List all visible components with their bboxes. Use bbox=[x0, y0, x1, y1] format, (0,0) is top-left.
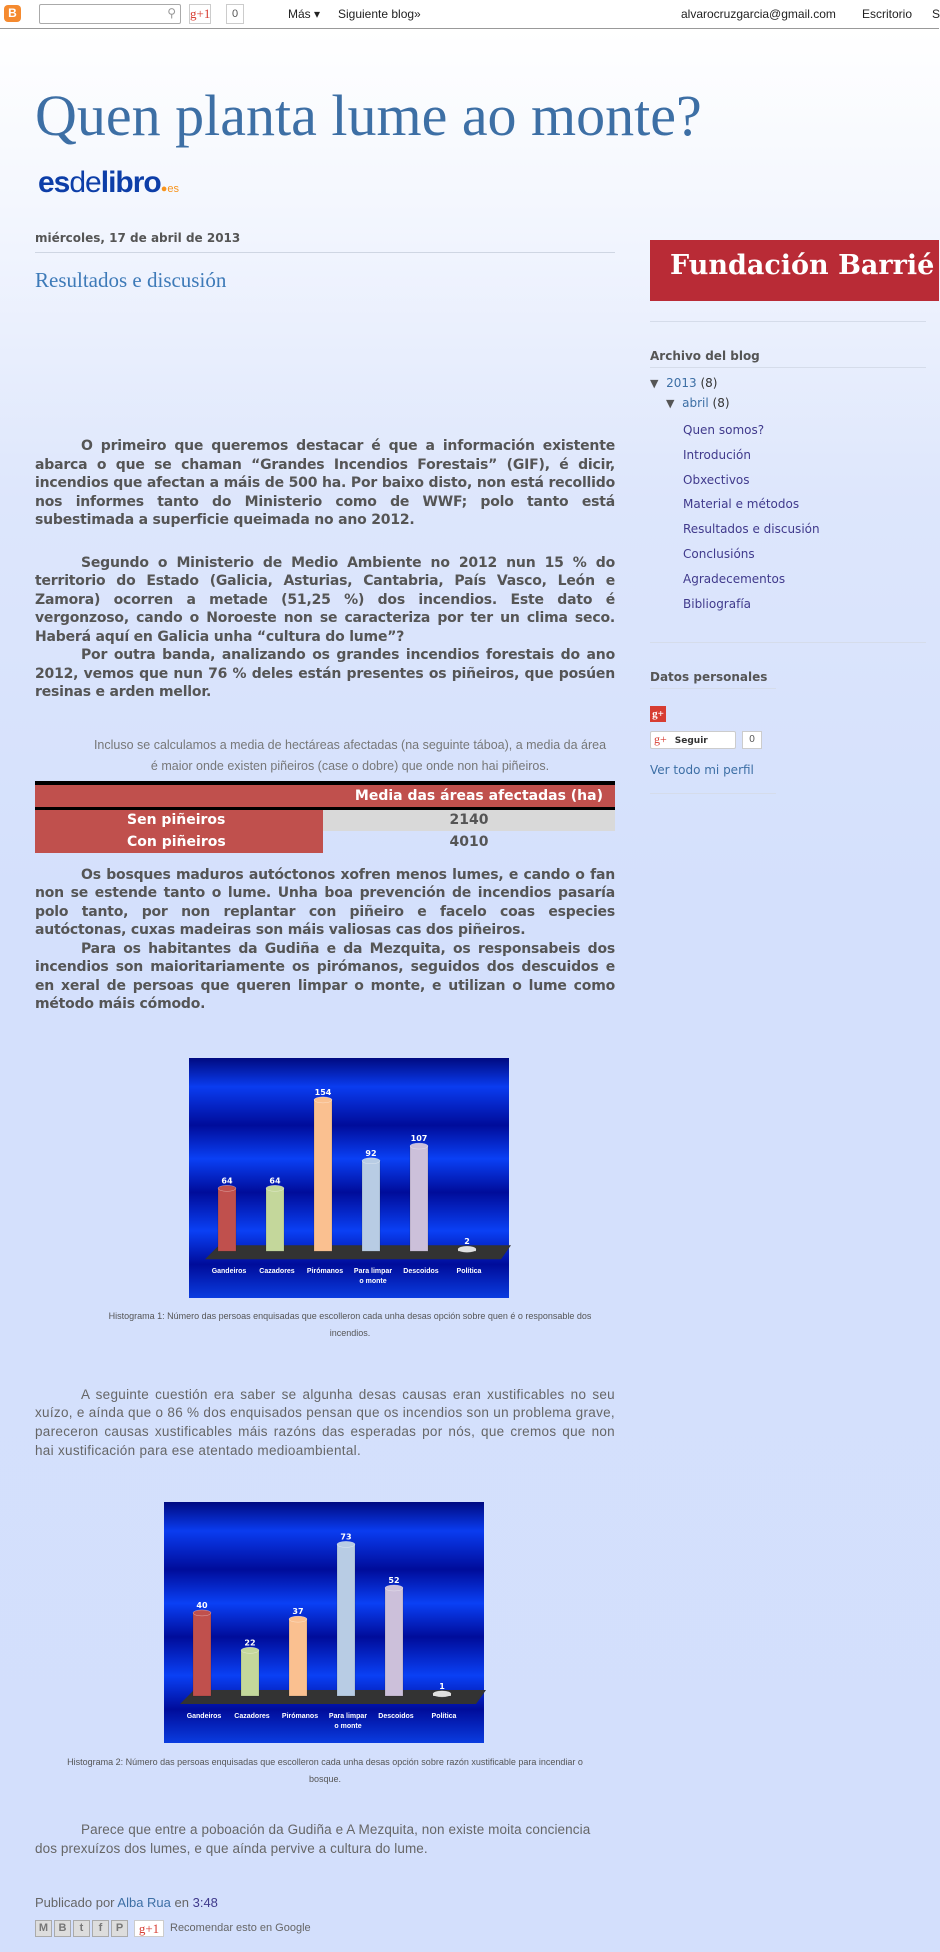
post-title[interactable]: Resultados e discusión bbox=[35, 268, 227, 292]
category-label: Pirómanos bbox=[306, 1267, 344, 1275]
data-label: 22 bbox=[244, 1638, 256, 1648]
category-label: Política bbox=[431, 1713, 457, 1721]
divider bbox=[35, 252, 615, 253]
archive-month[interactable] bbox=[666, 396, 730, 410]
category-label: Para limpar bbox=[353, 1267, 393, 1275]
bar bbox=[410, 1146, 428, 1251]
month-link[interactable]: abril bbox=[682, 396, 709, 410]
user-email: alvarocruzgarcia@gmail.com bbox=[681, 7, 836, 21]
bar-top bbox=[458, 1246, 476, 1252]
search-input[interactable] bbox=[39, 4, 181, 24]
category-label: Pirómanos bbox=[281, 1713, 319, 1721]
paragraph: A seguinte cuestión era saber se algunha desas causas eran xustificables no seu xuízo, e aínda que o 86 % dos enquisados pensan que os incendios son un problema grave, pareceron causas xustificables máis razóns das esperadas por nós, que cremos que non hai xustificación para ese atentado medioambiental. bbox=[35, 1386, 615, 1458]
archive-post-link[interactable]: Introdución bbox=[683, 447, 751, 462]
category-label: Cazadores bbox=[234, 1713, 270, 1721]
row-label: Sen piñeiros bbox=[35, 809, 323, 831]
archive-heading: Archivo del blog bbox=[650, 349, 760, 363]
data-label: 64 bbox=[269, 1175, 281, 1185]
collapse-triangle-icon[interactable]: ▼ bbox=[650, 377, 659, 390]
bar bbox=[266, 1188, 284, 1251]
author-link[interactable]: Alba Rua bbox=[117, 1894, 171, 1910]
follow-button[interactable] bbox=[650, 731, 736, 749]
bar-top bbox=[314, 1096, 332, 1102]
published-by-label: Publicado por bbox=[35, 1894, 115, 1910]
blogger-navbar bbox=[0, 0, 939, 29]
dashboard-link[interactable]: Escritorio bbox=[862, 7, 913, 21]
gplus-count: 0 bbox=[226, 4, 244, 24]
signout-link[interactable]: S bbox=[932, 7, 940, 21]
recommend-text: Recomendar esto en Google bbox=[170, 1922, 311, 1935]
view-profile-link[interactable]: Ver todo mi perfil bbox=[650, 763, 754, 777]
row-value: 2140 bbox=[323, 809, 615, 831]
email-icon[interactable]: M bbox=[35, 1920, 52, 1937]
chart-caption: Histograma 2: Número das persoas enquisadas que escolleron cada unha desas opción sobre razón xustificable para incendiar o bosque. bbox=[67, 1757, 583, 1785]
gplus-share-button[interactable]: g+1 bbox=[134, 1920, 164, 1937]
post-body bbox=[35, 437, 615, 1938]
facebook-icon[interactable]: f bbox=[92, 1920, 109, 1937]
logo-part: es bbox=[38, 166, 70, 199]
bar-top bbox=[218, 1185, 236, 1191]
archive-post-link[interactable]: Material e métodos bbox=[683, 497, 800, 512]
area-table bbox=[35, 781, 615, 853]
follow-count: 0 bbox=[742, 731, 762, 749]
logo-dot: ● bbox=[160, 183, 168, 195]
category-label: o monte bbox=[334, 1723, 362, 1731]
paragraph: Os bosques maduros autóctonos xofren menos lumes, e cando o fan non se estende tanto o lume. Unha boa prevención de incendios pasaría polo tanto, por non replantar con piñeiro e facelo coas especies autóctonas, cuxas madeiras son máis valiosas cas dos piñeiros. bbox=[35, 866, 615, 938]
follow-label: Seguir bbox=[674, 736, 708, 746]
blog-title[interactable]: Quen planta lume ao monte? bbox=[35, 83, 702, 148]
archive-post-list bbox=[683, 418, 820, 616]
data-label: 37 bbox=[292, 1607, 304, 1617]
archive-year[interactable] bbox=[650, 376, 717, 390]
profile-heading: Datos personales bbox=[650, 670, 768, 684]
category-label: Política bbox=[456, 1267, 482, 1275]
data-label: 107 bbox=[410, 1133, 428, 1143]
paragraph: Segundo o Ministerio de Medio Ambiente no 2012 nun 15 % do territorio do Estado (Galicia, Asturias, Cantabria, País Vasco, León e Zamora) ocorren a metade (51,25 %) dos incendios. Este dato é vergonzoso, cando o Noroeste non se caracteriza por ter un clima seco. Haberá aquí en Galicia unha “cultura do lume”? bbox=[35, 554, 615, 645]
data-label: 154 bbox=[314, 1087, 332, 1097]
bar-top bbox=[289, 1616, 307, 1622]
table-row bbox=[35, 809, 615, 831]
archive-post-link[interactable]: Conclusións bbox=[683, 546, 755, 561]
gplus-button[interactable]: g+1 bbox=[189, 4, 211, 24]
bar bbox=[193, 1613, 211, 1696]
paragraph: Parece que entre a poboación da Gudiña e A Mezquita, non existe moita conciencia dos prexuízos dos lumes, e que aínda pervive a cultura do lume. bbox=[35, 1822, 591, 1857]
share-row bbox=[35, 1919, 615, 1938]
divider bbox=[650, 793, 776, 794]
archive-post-link[interactable]: Resultados e discusión bbox=[683, 522, 820, 537]
category-label: Descoidos bbox=[403, 1267, 439, 1275]
esdelibro-logo[interactable] bbox=[38, 166, 179, 200]
blogger-icon[interactable]: B bbox=[54, 1920, 71, 1937]
paragraph: Para os habitantes da Gudiña e da Mezquita, os responsabeis dos incendios son maioritariamente os pirómanos, seguidos dos descuidos e en xeral de persoas que queren limpar o monte, e utilizan o lume como método máis cómodo. bbox=[35, 940, 615, 1012]
divider bbox=[650, 367, 926, 368]
category-label: o monte bbox=[359, 1277, 387, 1285]
paragraph: Por outra banda, analizando os grandes incendios forestais do ano 2012, vemos que nun 76 % deles están presentes os piñeiros, que posúen resinas e arden mellor. bbox=[35, 647, 615, 700]
row-value: 4010 bbox=[449, 833, 489, 850]
bar-top bbox=[193, 1610, 211, 1616]
bar bbox=[314, 1099, 332, 1250]
post-time-link[interactable]: 3:48 bbox=[192, 1894, 218, 1910]
data-label: 40 bbox=[196, 1601, 208, 1611]
category-label: Gandeiros bbox=[186, 1713, 222, 1721]
logo-tld: es bbox=[167, 183, 180, 195]
divider bbox=[650, 321, 926, 322]
year-link[interactable]: 2013 bbox=[666, 376, 697, 390]
archive-post-link[interactable]: Bibliografía bbox=[683, 596, 752, 611]
bar-top bbox=[266, 1185, 284, 1191]
row-label: Con piñeiros bbox=[35, 831, 323, 853]
data-label: 1 bbox=[439, 1682, 445, 1692]
twitter-icon[interactable]: t bbox=[73, 1920, 90, 1937]
bar bbox=[362, 1160, 380, 1250]
category-label: Para limpar bbox=[328, 1713, 368, 1721]
logo-part: de bbox=[69, 166, 101, 199]
pinterest-icon[interactable]: P bbox=[111, 1920, 128, 1937]
bar bbox=[241, 1651, 259, 1697]
collapse-triangle-icon[interactable]: ▼ bbox=[666, 397, 675, 410]
at-label: en bbox=[174, 1894, 189, 1910]
bar bbox=[218, 1188, 236, 1251]
bar bbox=[337, 1545, 355, 1697]
data-label: 52 bbox=[388, 1576, 400, 1586]
gplus-icon: g+ bbox=[654, 732, 667, 746]
fundacion-barrie-banner[interactable]: Fundación Barrié bbox=[650, 240, 939, 301]
blogger-logo-icon[interactable]: B bbox=[4, 5, 21, 22]
table-intro: Incluso se calculamos a media de hectáreas afectadas (na seguinte táboa), a media da área é maior onde existen piñeiros (case o dobre) que onde non hai piñeiros. bbox=[93, 737, 607, 773]
bar-top bbox=[337, 1542, 355, 1548]
archive-post-link[interactable]: Obxectivos bbox=[683, 472, 750, 487]
bar bbox=[385, 1588, 403, 1696]
year-count: (8) bbox=[700, 376, 718, 390]
post-footer bbox=[35, 1894, 615, 1911]
bar-top bbox=[385, 1585, 403, 1591]
data-label: 2 bbox=[464, 1236, 470, 1246]
logo-part: libro bbox=[100, 166, 161, 199]
category-label: Cazadores bbox=[259, 1267, 295, 1275]
category-label: Gandeiros bbox=[211, 1267, 247, 1275]
divider bbox=[650, 688, 776, 689]
chart-background bbox=[189, 1058, 509, 1298]
bar-top bbox=[410, 1143, 428, 1149]
more-menu[interactable]: Más ▾ bbox=[288, 7, 321, 21]
divider bbox=[650, 642, 926, 643]
paragraph: O primeiro que queremos destacar é que a información existente abarca o que se chaman “Grandes Incendios Forestais” (GIF), é dicir, incendios que afectan a máis de 500 ha. Por baixo disto, non está recollido nos informes tanto do Ministerio como de WWF; polo tanto está subestimada a superficie queimada no ano 2012. bbox=[35, 438, 615, 528]
month-count: (8) bbox=[712, 396, 730, 410]
data-label: 64 bbox=[221, 1175, 233, 1185]
gplus-profile-icon[interactable]: g+ bbox=[650, 706, 666, 722]
category-label: Descoidos bbox=[378, 1713, 414, 1721]
archive-post-link[interactable]: Agradecementos bbox=[683, 571, 786, 586]
table-row bbox=[35, 831, 615, 853]
post-date: miércoles, 17 de abril de 2013 bbox=[35, 231, 241, 245]
table-header: Media das áreas afectadas (ha) bbox=[35, 783, 615, 809]
chart-background bbox=[164, 1502, 484, 1743]
data-label: 92 bbox=[365, 1148, 377, 1158]
bar-top bbox=[362, 1157, 380, 1163]
next-blog-link[interactable]: Siguiente blog» bbox=[338, 7, 421, 21]
search-icon[interactable]: ⚲ bbox=[167, 6, 176, 20]
data-label: 73 bbox=[340, 1532, 352, 1542]
bar-top bbox=[241, 1648, 259, 1654]
bar bbox=[289, 1619, 307, 1696]
bar-top bbox=[433, 1691, 451, 1697]
archive-post-link[interactable]: Quen somos? bbox=[683, 423, 765, 437]
chart-caption: Histograma 1: Número das persoas enquisadas que escolleron cada unha desas opción sobre quen é o responsable dos incendios. bbox=[108, 1310, 592, 1338]
histogram-2[interactable] bbox=[164, 1502, 484, 1743]
histogram-1[interactable] bbox=[189, 1058, 509, 1298]
